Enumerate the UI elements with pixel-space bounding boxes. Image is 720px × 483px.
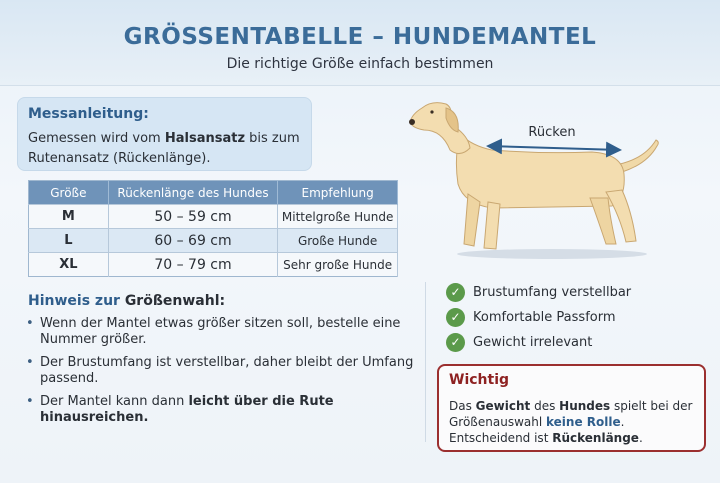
list-item-text: Der Mantel kann dann bbox=[40, 394, 189, 409]
header bbox=[0, 0, 720, 86]
column-header-recommendation: Empfehlung bbox=[278, 181, 398, 205]
feature-label: Brustumfang verstellbar bbox=[473, 285, 632, 300]
list-item: • Wenn der Mantel etwas größer sitzen soll, bestelle eine Nummer größer. bbox=[26, 316, 421, 348]
column-header-length: Rückenlänge des Hundes bbox=[108, 181, 277, 205]
measure-text-part: Gemessen wird vom bbox=[28, 131, 165, 146]
cell-recommendation: Große Hunde bbox=[278, 229, 398, 253]
cell-length: 50 – 59 cm bbox=[108, 205, 277, 229]
cell-size: M bbox=[29, 205, 109, 229]
list-item: • Der Brustumfang ist verstellbar, daher bleibt der Umfang passend. bbox=[26, 355, 421, 387]
cell-length: 60 – 69 cm bbox=[108, 229, 277, 253]
list-item bbox=[446, 330, 631, 355]
dog-tail bbox=[620, 140, 658, 172]
important-title: Wichtig bbox=[449, 372, 510, 388]
hint-title-part: Hinweis zur bbox=[28, 293, 125, 309]
cell-length: 70 – 79 cm bbox=[108, 253, 277, 277]
important-text-bold: Gewicht bbox=[475, 399, 531, 413]
measure-text bbox=[28, 129, 308, 169]
list-item bbox=[446, 280, 631, 305]
dog-eye bbox=[430, 110, 433, 113]
check-icon: ✓ bbox=[446, 283, 465, 302]
check-icon: ✓ bbox=[446, 333, 465, 352]
check-icon: ✓ bbox=[446, 308, 465, 327]
back-label: Rücken bbox=[528, 125, 576, 140]
table-row bbox=[29, 229, 398, 253]
dog-nose bbox=[409, 119, 415, 125]
page-title: GRÖSSENTABELLE – HUNDEMANTEL bbox=[123, 24, 597, 50]
feature-list bbox=[446, 280, 631, 355]
table-row bbox=[29, 253, 398, 277]
size-table bbox=[28, 180, 398, 277]
dog-shadow bbox=[457, 249, 647, 259]
cell-size: XL bbox=[29, 253, 109, 277]
measure-text-bold: Halsansatz bbox=[164, 131, 246, 146]
list-item bbox=[446, 305, 631, 330]
important-text-part: des bbox=[530, 399, 560, 413]
measure-instructions-box bbox=[17, 97, 312, 171]
important-text-part: . bbox=[638, 431, 643, 445]
hint-title-part: Größenwahl: bbox=[124, 293, 226, 309]
measure-text-part: bis zum Rutenansatz (Rückenlänge). bbox=[28, 131, 300, 166]
dog-head bbox=[410, 103, 470, 154]
important-text-bold: Hundes bbox=[559, 399, 611, 413]
important-text bbox=[449, 398, 704, 446]
table-header-row bbox=[29, 181, 398, 205]
table-row bbox=[29, 205, 398, 229]
dog-illustration bbox=[402, 94, 720, 270]
divider bbox=[425, 282, 426, 442]
important-text-part: Das bbox=[449, 399, 476, 413]
dog-leg bbox=[484, 202, 500, 249]
important-text-bold: keine Rolle bbox=[546, 415, 621, 429]
cell-recommendation: Mittelgroße Hunde bbox=[278, 205, 398, 229]
column-header-size: Größe bbox=[29, 181, 109, 205]
hint-list bbox=[26, 316, 421, 433]
important-box bbox=[437, 364, 706, 452]
important-text-part: . Entscheidend ist bbox=[449, 415, 625, 445]
back-length-arrow bbox=[488, 146, 620, 150]
hint-title bbox=[28, 293, 225, 309]
list-item bbox=[26, 394, 421, 426]
page-subtitle: Die richtige Größe einfach bestimmen bbox=[226, 56, 494, 72]
feature-label: Komfortable Passform bbox=[473, 310, 616, 325]
cell-recommendation: Sehr große Hunde bbox=[278, 253, 398, 277]
feature-label: Gewicht irrelevant bbox=[473, 335, 593, 350]
important-text-part: spielt bei der Größenauswahl bbox=[449, 399, 693, 429]
dog-body bbox=[456, 134, 624, 208]
cell-size: L bbox=[29, 229, 109, 253]
measure-title: Messanleitung: bbox=[28, 106, 149, 122]
dog-leg bbox=[464, 194, 480, 246]
list-item-bold: leicht über die Rute hinausreichen. bbox=[40, 394, 334, 425]
important-text-bold: Rückenlänge bbox=[552, 431, 639, 445]
